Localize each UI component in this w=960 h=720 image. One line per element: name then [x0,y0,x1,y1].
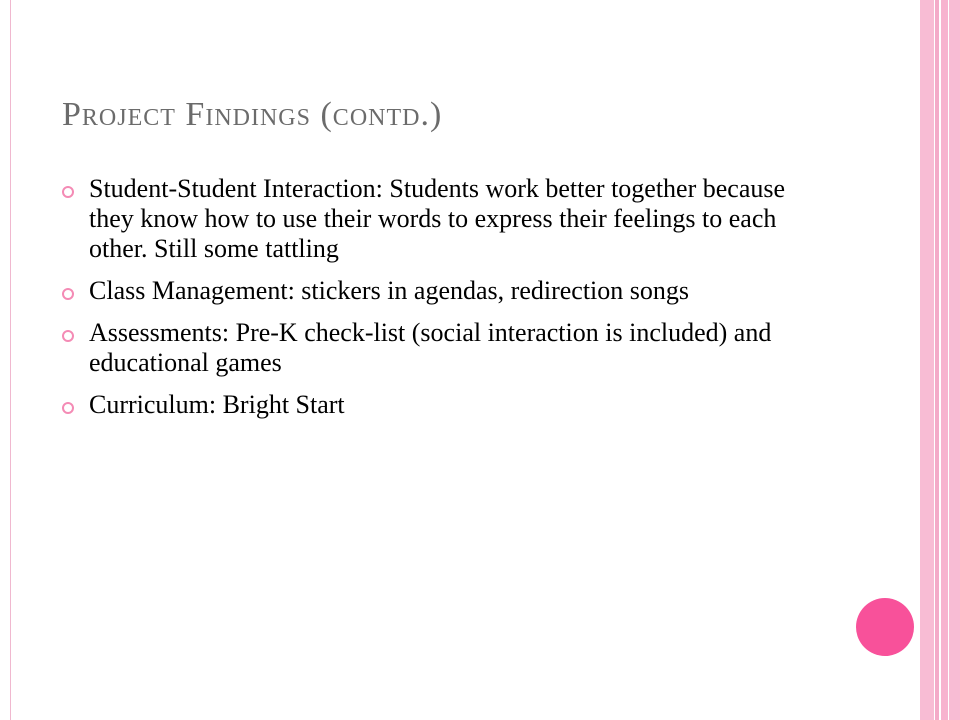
stripe [949,0,960,720]
circle-bullet-icon [62,186,74,198]
circle-bullet-icon [62,288,74,300]
decorative-stripes [920,0,960,720]
stripe [941,0,948,720]
bullet-text: Student-Student Interaction: Students work better together because they know how to use their words to express their feelings to each other. Still some tattling [89,174,786,263]
bullet-text: Curriculum: Bright Start [89,390,345,419]
bullet-item [62,174,822,264]
slide-title: Project Findings (contd.) [62,96,443,133]
bullet-item [62,318,822,378]
bullet-item [62,276,822,306]
stripe [920,0,934,720]
bullet-item [62,390,822,420]
circle-bullet-icon [62,402,74,414]
circle-bullet-icon [62,330,74,342]
bullet-list [62,174,822,432]
bullet-text: Class Management: stickers in agendas, redirection songs [89,276,690,305]
bullet-text: Assessments: Pre-K check-list (social interaction is included) and educational games [89,318,772,377]
decorative-circle-icon [856,598,914,656]
left-frame-line [10,0,11,720]
